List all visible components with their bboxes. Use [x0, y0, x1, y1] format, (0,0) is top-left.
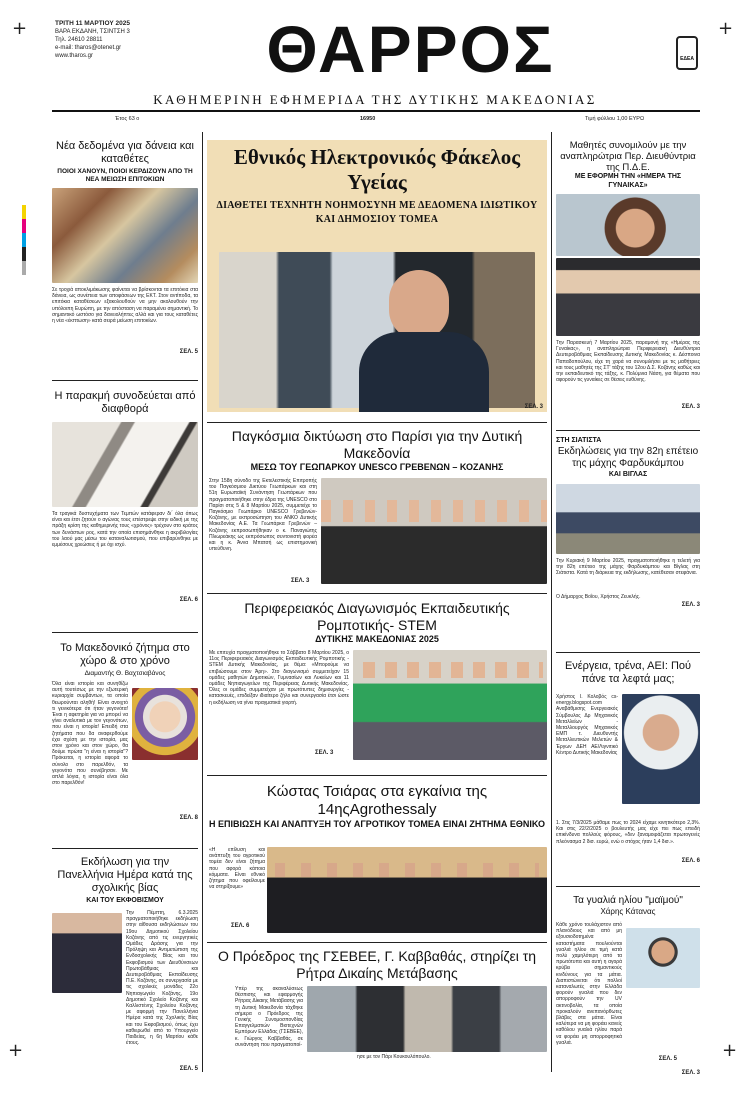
price-label: Τιμή φύλλου 1,00 ΕΥΡΩ: [585, 116, 645, 122]
divider: [556, 430, 700, 431]
euro-notes-photo: [52, 188, 198, 283]
agrothessaly-photo: [267, 847, 547, 933]
article-energy[interactable]: [556, 660, 700, 864]
registration-mark: +: [722, 1040, 738, 1061]
registration-mark: +: [8, 1040, 24, 1061]
body-text: 1. Στις 7/3/2025 μάθαμε πως το 2024 είχαμε κινητικότερο 2,3%. Και στις 22/2/2025 ο βουλευτής μας είχε πει πως επειδή επικίνδυνα πολλούς φόρους, «δεν ξαναμοιράζεται πρωτογενές πλεόνασμα 2 δισ. ευρώ, ενώ ο στόχος ήταν 1,4 δισ.».: [556, 820, 700, 845]
subheadline: ΠΟΙΟΙ ΧΑΝΟΥΝ, ΠΟΙΟΙ ΚΕΡΔΙΖΟΥΝ ΑΠΟ ΤΗ ΝΕΑ ΜΕΙΩΣΗ ΕΠΙΤΟΚΙΩΝ: [57, 168, 193, 183]
minister-photo: [219, 252, 535, 408]
faces-row: [363, 662, 543, 678]
body-text: Όλα είναι ιστορία και συνηθίζω αυτή τουτέσως με την εξωτερική κυριαρχία συμβάντων, τα οποία θεωρούνται αληθή! Είναι ανοιχτό τι γενικότερα ότι ήταν γεγονότα! Έναι η αφετηρία για να μπορεί να γίνει αναλυτικά με τον γεγονότων, που είναι η ιστορία! Επειδή στα ζητήματα που δα αναφερθούμε έχει σχέση με την ιστορία, μας στον χρόνο και στον χώρο, θα δούμε πρώτα "η είναι η ιστορία"? Πρόκειται, η ιστορία αφορά το σύνολο στο παρελθόν, τα γεγονότα που συνέβησαν. Με απλά λόγια, η ιστορία είναι όλα στο παρελθόν!: [52, 681, 128, 787]
article-macedonian-issue[interactable]: [52, 642, 198, 821]
page-ref[interactable]: ΣΕΛ. 5: [179, 349, 198, 355]
header-rule: [52, 110, 700, 112]
lead-subheadline: ΔΙΑΘΕΤΕΙ ΤΕΧΝΗΤΗ ΝΟΗΜΟΣΥΝΗ ΜΕ ΔΕΔΟΜΕΝΑ ΙΔΙΩΤΙΚΟΥ ΚΑΙ ΔΗΜΟΣΙΟΥ ΤΟΜΕΑ: [216, 200, 538, 225]
faces-row: [275, 863, 539, 877]
ceremony-photo: [556, 484, 700, 554]
header-contact: [55, 20, 130, 60]
page-ref[interactable]: ΣΕΛ. 6: [179, 597, 198, 603]
page-ref[interactable]: ΣΕΛ. 6: [681, 858, 700, 864]
subheadline: ΜΕΣΩ ΤΟΥ ΓΕΩΠΑΡΚΟΥ UNESCO ΓΡΕΒΕΝΩΝ – ΚΟΖΑΝΗΣ: [250, 462, 504, 472]
page-ref[interactable]: ΣΕΛ. 3: [524, 404, 543, 410]
body-text: Υπέρ της ακαναλύσεως θέσπισης και εφαρμογής Ρήτρας Δίκαιης Μετάβασης για τη Δυτική Μακεδονία τάχθηκε σήμερα ο Πρόεδρος της Γενικής Συνομοσπονδίας Επαγγελματιών Βιοτεχνών Εμπόρων Ελλάδας (ΓΣΕΒΕΕ), κ. Γιώργος Καββαθάς, σε συνάντηση που πραγματοποί-: [235, 986, 303, 1048]
students-robotics-photo: [353, 650, 547, 760]
page-ref[interactable]: ΣΕΛ. 3: [291, 578, 310, 584]
divider: [207, 422, 547, 423]
headline[interactable]: Κώστας Τσιάρας στα εγκαίνια της 14ηςAgrothessaly: [266, 783, 488, 818]
author-photo: [132, 688, 198, 760]
suit-shape: [359, 332, 489, 412]
lead-headline[interactable]: Εθνικός Ηλεκτρονικός Φάκελος Υγείας: [233, 145, 521, 194]
headline[interactable]: Μαθητές συνομιλούν με την αναπληρώτρια Περ. Διευθύντρια της Π.Δ.Ε.: [560, 140, 696, 173]
author-photo: [622, 694, 700, 804]
phone: Τηλ. 24610 28811: [55, 37, 103, 43]
quote-text: «Η επίλυση και ανάπτυξη του αγροτικού τομέα δεν είναι ζήτημα που αφορά κάποια κόμματα. Είναι εθνικό ζήτημα που οφείλουμε να στηρίξουμε»: [209, 847, 265, 891]
mayor-caption: Ο Δήμαρχος Βοΐου, Χρήστος Ζευκλής.: [556, 594, 641, 600]
subheadline: ΜΕ ΕΦΟΡΜΗ ΤΗΝ «ΗΜΕΡΑ ΤΗΣ ΓΥΝΑΙΚΑΣ»: [574, 173, 682, 189]
headline[interactable]: Εκδήλωση για την Πανελλήνια Ημέρα κατά της σχολικής βίας: [57, 856, 193, 894]
headline[interactable]: Νέα δεδομένα για δάνεια και καταθέτες: [56, 140, 194, 165]
column-rule: [202, 132, 203, 1072]
faces-row: [321, 500, 547, 522]
edea-seal: ΕΔΕΑ: [676, 36, 698, 70]
kicker: ΣΤΗ ΣΙΑΤΙΣΤΑ: [556, 437, 602, 444]
headline[interactable]: Εκδηλώσεις για την 82η επέτειο της μάχης Φαρδυκάμπου: [557, 446, 699, 469]
lead-article[interactable]: [207, 140, 547, 412]
color-bar: [22, 205, 26, 275]
page-ref[interactable]: ΣΕΛ. 3: [681, 1070, 700, 1076]
divider: [52, 632, 198, 633]
body-text: Την Κυριακή 9 Μαρτίου 2025, πραγματοποιήθηκε η τελετή για την 82η επέτειο της μάχης Φαρδυκάμπου και Βίγλας στη Σιάτιστα. Κατά τη διάρκεια της εκδήλωσης, κατέθεσαν στεφάνια.: [556, 558, 700, 577]
divider: [52, 848, 198, 849]
page-ref[interactable]: ΣΕΛ. 8: [179, 815, 198, 821]
headline[interactable]: Τα γυαλιά ηλίου "μαϊμού": [573, 895, 683, 906]
meeting-photo: [307, 986, 547, 1052]
article-corruption[interactable]: [52, 390, 198, 603]
body-text: Στην 158η σύνοδο της Εκτελεστικής Επιτροπής του Παγκόσμιου Δικτύου Γεωπάρκων και στη 51η Ευρωπαϊκή Συνάντηση Γεωπάρκων που πραγματοποιήθηκε στην έδρα της UNESCO στο Παρίσι στις 5 & 8 Μαρτίου 2025, συμμετείχε το Παγκόσμιο Γεωπάρκο UNESCO Γρεβενών-Κοζάνης, με εκπροσώπηση του ΑΝΚΟ Δυτικής Μακεδονίας Α.Ε. Τα Γεωπάρκα Γρεβενών – Κοζάνης εκπροσωπήθηκαν ο κ. Παναγιώτης Πλιωρεάκης ως εκπρόσωπος συντονιστή φορέα και η κ. Άννα Μπατσή ως επιστημονική υπεύθυνη.: [209, 478, 317, 553]
divider: [207, 593, 547, 594]
author: Χάρης Κάτανας: [600, 907, 656, 916]
page-ref[interactable]: ΣΕΛ. 3: [681, 602, 700, 608]
author-bio: Χρήστος Ι. Κολοβός cs-energy.blogspot.com Αναβάθμισης Ενεργειακός Σύμβουλος Δρ Μηχανικός Μεταλλείων - Μεταλλουργός Μηχανικός ΕΜΠ τ. Διευθυντής Μεταλλευτικών Μελετών & Έργων ΔΕΗ ΑΕ/Λιγνιτικό Κέντρο Δυτικής Μακεδονίας: [556, 694, 618, 756]
address: ΒΑΡΑ ΕΚΔΑΝΗ, ΤΣΙΝΤΣΗ 3: [55, 29, 130, 35]
photo-caption: ησε με τον Πάρι Κουκουλόπουλο.: [357, 1054, 431, 1060]
body-text: Σε τροχιά αποκλιμάκωσης φαίνεται να βρίσκονται τα επιτόκια στα δάνεια, ως συνέπεια των αποφάσεων της ΕΚΤ. Στον αντίποδα, τα επιτόκια καταθέσεων εξακολουθούν να μην ακολουθούν την υπόλοιπη Ευρώπη, με την απόσταση να παραμένει σημαντική. Το σημαντικό ωστόσο για δανειολήπτες αλλά και για τους καταθέτες η νέα «έκπτωση» κατά σειρά μείωση επιτοκίων.: [52, 287, 198, 325]
masthead-subtitle: ΚΑΘΗΜΕΡΙΝΗ ΕΦΗΜΕΡΙΔΑ ΤΗΣ ΔΥΤΙΚΗΣ ΜΑΚΕΔΟΝΙΑΣ: [153, 92, 597, 107]
page-ref[interactable]: ΣΕΛ. 5: [179, 1066, 198, 1072]
article-siatista[interactable]: [556, 437, 700, 608]
students-photo: [556, 258, 700, 336]
page-ref[interactable]: ΣΕΛ. 5: [658, 1056, 677, 1062]
headline[interactable]: Ο Πρόεδρος της ΓΣΕΒΕΕ, Γ. Καββαθάς, στηρίζει τη Ρήτρα Δικαίης Μετάβασης: [217, 948, 537, 981]
subheadline: ΚΑΙ ΒΙΓΛΑΣ: [608, 471, 648, 478]
registration-mark: +: [718, 18, 734, 39]
article-sunglasses[interactable]: [556, 894, 700, 1076]
author: Διαμαντής Θ. Βαχτσιαβάνος: [84, 670, 166, 677]
director-photo: [556, 194, 700, 256]
headline[interactable]: Ενέργεια, τρένα, ΑΕΙ: Πού πάνε τα λεφτά μας;: [564, 660, 692, 685]
body-text: Την Παρασκευή 7 Μαρτίου 2025, παραμονή της «Ημέρας της Γυναίκας», η αναπληρώτρια Περιφερειακή Διευθύντρια Δευτεροβάθμιας Εκπαίδευσης Δυτικής Μακεδονίας κ. Δέσποινα Παπαδοπούλου, είχε τη χαρά να συνομιλήσει με τις μαθήτριες και τους μαθητές της ΣΤ' τάξης του 12ου Δ.Σ. Κοζάνης καθώς και την εκπαιδευτικό της τάξης, κ. Πολύμνια Νάση, για θέματα που αφορούν τις γυναίκες σε θέσεις ευθύνης.: [556, 340, 700, 384]
page-ref[interactable]: ΣΕΛ. 3: [315, 750, 334, 756]
body-text: Τα τραγικά δυστυχήματα των Τεμπών κατάφεραν δι΄ όλα όπως είναι και έτσι ζητούν ο αγώνας τους επέστρεψε στην ειδική με της πράξη κρίση της καθημερινής τους «χρόνος» τρέχουν στο κράτος των δυνάστων ρος, κατά την οποία επισημάνθηκε η ακριβιλογίας του λαού μας μέσω του καταναλωτισμού, που επιβαρύνθηκε με εμμέσους χρεώσεις ή με όχι ισχύ.: [52, 511, 198, 549]
article-robotics[interactable]: [207, 600, 547, 770]
body-text: Κάθε χρόνο τουλάχιστον από πλανόδιους και από μη εξουσιοδοτημένα καταστήματα πουλιούνται γυαλιά ηλίου σε τιμή κατά πολύ χαμηλότερη από τα πρωτότυπα και αυτή η αγορά κρύβει σημαντικούς κινδύνους για τα μάτια. Διαπιστώνεται ότι πολλοί καταναλωτές στην Ελλάδα φορούν γυαλιά που δεν απορροφούν την UV ακτινοβολία, τα οποία προκαλούν ανεπανόρθωτες βλάβες στα μάτια. Είναι καλύτερα να μη φοράει κανείς καθόλου γυαλιά ηλίου παρά να φοράει μη απορροφητικά γυαλιά.: [556, 922, 622, 1046]
email: e-mail: tharos@otenet.gr: [55, 45, 122, 51]
divider: [207, 942, 547, 943]
issue-number: 16950: [360, 116, 376, 122]
notebook-pen-photo: [52, 422, 198, 507]
divider: [556, 652, 700, 653]
face-shape: [389, 270, 449, 340]
divider: [52, 380, 198, 381]
subheadline: ΔΥΤΙΚΗΣ ΜΑΚΕΔΟΝΙΑΣ 2025: [315, 634, 439, 644]
article-unesco[interactable]: [207, 428, 547, 588]
page-ref[interactable]: ΣΕΛ. 6: [231, 923, 250, 929]
headline[interactable]: Το Μακεδονικό ζήτημα στο χώρο & στο χρόνο: [60, 642, 190, 667]
column-rule: [551, 132, 552, 1072]
subheadline: Η ΕΠΙΒΙΩΣΗ ΚΑΙ ΑΝΑΠΤΥΞΗ ΤΟΥ ΑΓΡΟΤΙΚΟΥ ΤΟΜΕΑ ΕΙΝΑΙ ΖΗΤΗΜΑ ΕΘΝΙΚΟ: [208, 819, 545, 829]
article-loans[interactable]: [52, 140, 198, 355]
page-ref[interactable]: ΣΕΛ. 3: [681, 404, 700, 410]
article-tsiaras[interactable]: [207, 783, 547, 933]
headline[interactable]: Περιφερειακός Διαγωνισμός Εκπαιδευτικής Ρομποτικής- STEM: [244, 600, 510, 633]
article-students-women-day[interactable]: [556, 140, 700, 410]
group-photo-paris: [321, 478, 547, 584]
body-text: Με επιτυχία πραγματοποιήθηκε το Σάββατο 8 Μαρτίου 2025, ο 11ος Περιφερειακός Διαγωνισμός Εκπαιδευτικής Ρομποτικής - STEM Δυτικής Μακεδονίας, με θέμα: «Μπορούμε να επιβιώσουμε στον Άρη». Στο διαγωνισμό συμμετείχαν 15 ομάδες μαθητών Δημοτικών, Γυμνασίων και Λυκείων και 11 ομάδες Νηπιαγωγείων της Περιφέρειας Δυτικής Μακεδονίας. Όλες οι ομάδες συμμετείχαν με πρωτότυπες δημιουργίες - κατασκευές, επιδείξαν ιδιαίτερο ζήλο και συνεργασία έτσι ώστε η εκδήλωση να γίνει πραγματικά γιορτή.: [209, 650, 349, 706]
event-photo: [52, 913, 122, 993]
author-photo: [626, 928, 700, 988]
divider: [207, 775, 547, 776]
website[interactable]: www.tharos.gr: [55, 53, 94, 59]
subheadline: ΚΑΙ ΤΟΥ ΕΚΦΟΒΙΣΜΟΥ: [86, 897, 164, 904]
headline[interactable]: Παγκόσμια δικτύωση στο Παρίσι για την Δυτική Μακεδονία: [231, 428, 523, 461]
article-school-violence[interactable]: [52, 856, 198, 1072]
issue-date: ΤΡΙΤΗ 11 ΜΑΡΤΙΟΥ 2025: [55, 20, 130, 27]
headline[interactable]: Η παρακμή συνοδεύεται από διαφθορά: [54, 390, 196, 415]
masthead-title: ΘΑΡΡΟΣ: [266, 12, 555, 86]
body-text: Την Πέμπτη, 6.3.2025 πραγματοποιήθηκε εκδήλωση στην αίθουσα εκδηλώσεων του 19ου Δημοτικού Σχολείου Κοζάνης από τις ενεργητικές Ομάδες Δράσης για την Πρόληψη και Αντιμετώπιση της Ενδοσχολικής Βίας και του Εκφοβισμού των Διευθύνσεων Πρωτοβάθμιας και Δευτεροβάθμιας Εκπαίδευσης Π.Ε. Κοζάνης, σε συνεργασία με τις σχολικές μονάδες 22ο Νηπιαγωγείο Κοζάνης, 19ο Δημοτικό Σχολείο Κοζάνης και Καλλιστένης Σχολείου Κοζάνης με αφορμή την Πανελλήνια Ημέρα κατά της Σχολικής Βίας και του Εκφοβισμού, όπως έχει καθιερωθεί από το Υπουργείο Παιδείας, η 6η Μαρτίου κάθε έτους.: [126, 910, 198, 1047]
divider: [556, 886, 700, 887]
registration-mark: +: [12, 18, 28, 39]
year-label: Έτος 63 ο: [115, 116, 140, 122]
